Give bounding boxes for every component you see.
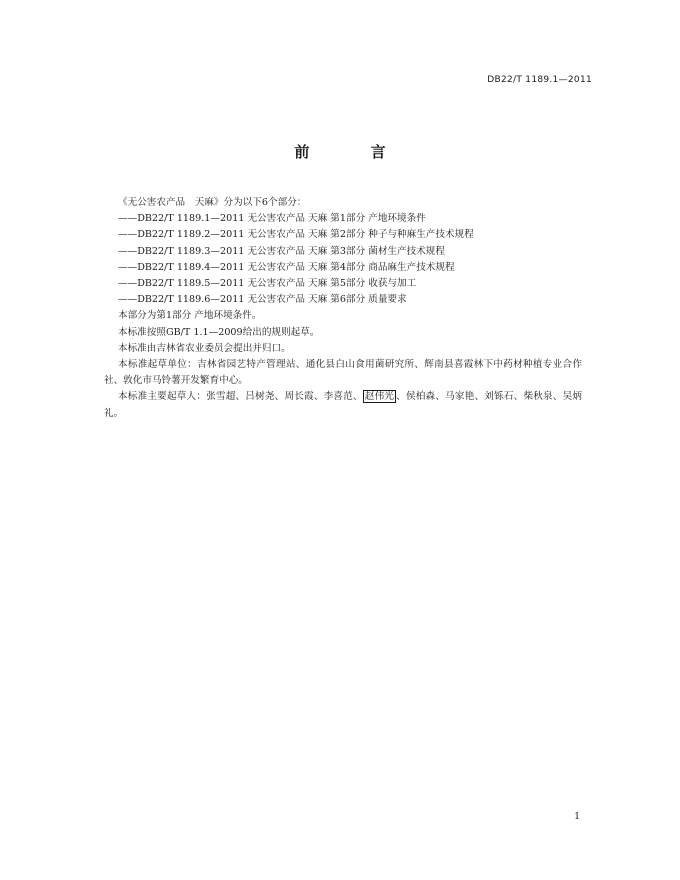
intro-paragraph: 《无公害农产品 天麻》分为以下6个部分： — [118, 197, 307, 208]
proposer-paragraph: 本标准由吉林省农业委员会提出并归口。 — [118, 342, 291, 354]
drafting-rule-paragraph: 本标准按照GB/T 1.1—2009给出的规则起草。 — [118, 326, 320, 338]
this-part-paragraph: 本部分为第1部分 产地环境条件。 — [118, 310, 262, 322]
highlighted-drafter-name: 赵伟光 — [364, 391, 395, 403]
part-list-item: ——DB22/T 1189.4—2011 无公害农产品 天麻 第4部分 商品麻生产技术规程 — [118, 261, 455, 273]
drafters-text-before: 本标准主要起草人：张雪超、吕树尧、周长霞、李喜范、 — [118, 391, 363, 403]
drafters-paragraph — [104, 389, 582, 421]
part-list-item: ——DB22/T 1189.2—2011 无公害农产品 天麻 第2部分 种子与种麻生产技术规程 — [118, 229, 474, 241]
standard-code: DB22/T 1189.1—2011 — [487, 75, 592, 85]
part-list-item: ——DB22/T 1189.1—2011 无公害农产品 天麻 第1部分 产地环境条件 — [118, 213, 426, 225]
part-list-item: ——DB22/T 1189.5—2011 无公害农产品 天麻 第5部分 收获与加工 — [118, 278, 417, 290]
page-number: 1 — [574, 812, 580, 822]
page-title: 前 言 — [294, 143, 414, 161]
drafters-text-after: 、侯柏森、马家艳、刘铄石、柴秋泉、吴炳礼。 — [104, 391, 583, 419]
drafting-units-paragraph: 本标准起草单位：吉林省园艺特产管理站、通化县白山食用菌研究所、辉南县喜霞林下中药材种植专业合作社、敦化市马铃薯开发繁育中心。 — [104, 359, 582, 387]
part-list-item: ——DB22/T 1189.3—2011 无公害农产品 天麻 第3部分 菌材生产技术规程 — [118, 245, 445, 257]
foreword-body — [104, 195, 582, 422]
part-list-item: ——DB22/T 1189.6—2011 无公害农产品 天麻 第6部分 质量要求 — [118, 294, 407, 306]
